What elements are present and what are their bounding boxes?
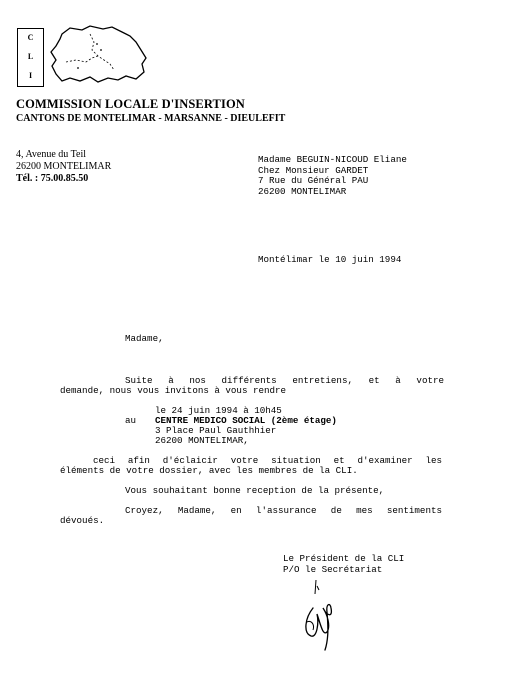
appointment-date: le 24 juin 1994 à 10h45 (155, 405, 282, 416)
recipient-care-of: Chez Monsieur GARDET (258, 164, 369, 176)
cli-logo-box (17, 28, 44, 87)
signatory-for: P/O le Secrétariat (283, 564, 383, 575)
paragraph-4-line-1: Croyez, Madame, en l'assurance de mes sentiments (125, 505, 442, 516)
paragraph-4-line-2: dévoués. (60, 515, 105, 526)
salutation: Madame, (125, 333, 164, 344)
logo-letter-l: L (27, 52, 34, 61)
signatory-title: Le Président de la CLI (283, 553, 405, 564)
logo-letter-c: C (27, 33, 34, 42)
paragraph-3: Vous souhaitant bonne reception de la présente, (125, 485, 385, 496)
recipient-address (258, 155, 407, 197)
paragraph-2-line-1: ceci afin d'éclaicir votre situation et d'examiner les (93, 455, 442, 466)
recipient-street: 7 Rue du Général PAU (258, 175, 369, 186)
sender-address (16, 149, 111, 185)
paragraph-2-line-2: éléments de votre dossier, avec les membres de la CLI. (60, 465, 358, 476)
cantons-map-icon (48, 24, 148, 86)
sender-street: 4, Avenue du Teil (16, 149, 87, 160)
signature-block (283, 553, 404, 575)
paragraph-1-line-1: Suite à nos différents entretiens, et à votre (125, 375, 444, 386)
sender-phone: Tél. : 75.00.85.50 (16, 173, 89, 184)
organization-name: COMMISSION LOCALE D'INSERTION (16, 97, 245, 111)
appointment-place-city: 26200 MONTELIMAR, (155, 435, 249, 446)
appointment-au: au (125, 415, 137, 426)
recipient-name: Madame BEGUIN-NICOUD Eliane (258, 154, 407, 165)
paragraph-1-line-2: demande, nous vous invitons à vous rendre (60, 385, 287, 396)
recipient-city: 26200 MONTELIMAR (258, 185, 347, 197)
sender-city: 26200 MONTELIMAR (16, 161, 112, 172)
appointment-place-name: CENTRE MEDICO SOCIAL (2ème étage) (155, 415, 337, 426)
organization-cantons: CANTONS DE MONTELIMAR - MARSANNE - DIEULEFIT (16, 113, 286, 124)
appointment-place-street: 3 Place Paul Gauthhier (155, 425, 277, 436)
handwritten-signature-icon (293, 578, 343, 653)
logo-letter-i: I (28, 71, 33, 80)
letter-date: Montélimar le 10 juin 1994 (258, 254, 402, 265)
